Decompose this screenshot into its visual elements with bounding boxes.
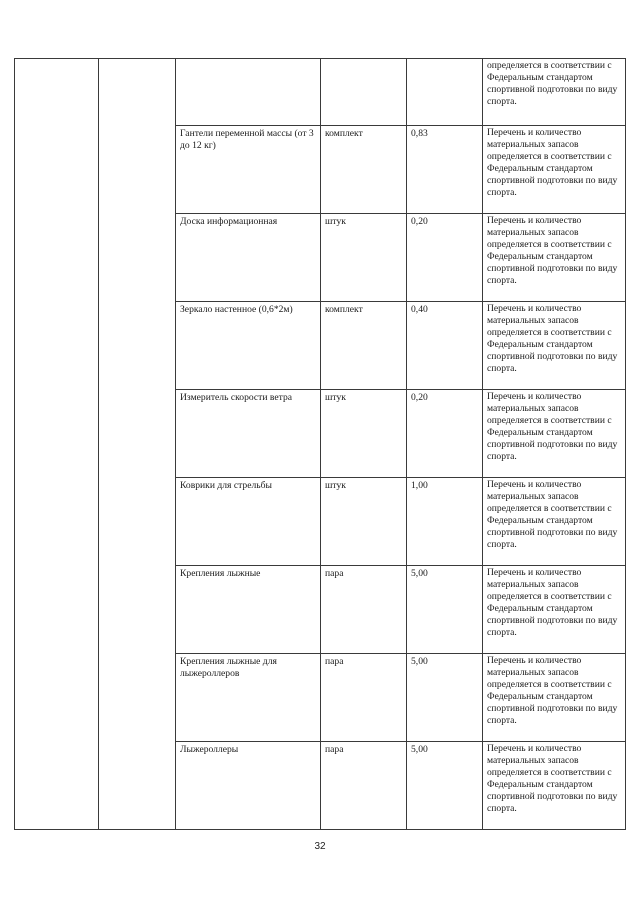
note-cell: Перечень и количество материальных запасов определяется в соответствии с Федеральным стандартом спортивной подготовки по виду спорта. bbox=[483, 654, 626, 742]
item-name-cell: Крепления лыжные bbox=[176, 566, 321, 654]
merged-cell-col1 bbox=[15, 59, 99, 830]
item-name-cell: Коврики для стрельбы bbox=[176, 478, 321, 566]
quantity-cell: 0,83 bbox=[407, 126, 483, 214]
unit-cell: штук bbox=[321, 214, 407, 302]
unit-cell: пара bbox=[321, 742, 407, 830]
quantity-cell: 1,00 bbox=[407, 478, 483, 566]
quantity-cell: 0,20 bbox=[407, 390, 483, 478]
unit-cell: пара bbox=[321, 654, 407, 742]
quantity-cell: 0,20 bbox=[407, 214, 483, 302]
unit-cell: комплект bbox=[321, 302, 407, 390]
item-name-cell bbox=[176, 59, 321, 126]
merged-cell-col2 bbox=[99, 59, 176, 830]
unit-cell bbox=[321, 59, 407, 126]
item-name-cell: Гантели переменной массы (от 3 до 12 кг) bbox=[176, 126, 321, 214]
table-row bbox=[15, 59, 626, 126]
page-number: 32 bbox=[314, 841, 326, 852]
quantity-cell bbox=[407, 59, 483, 126]
item-name-cell: Крепления лыжные для лыжероллеров bbox=[176, 654, 321, 742]
unit-cell: штук bbox=[321, 478, 407, 566]
item-name-cell: Зеркало настенное (0,6*2м) bbox=[176, 302, 321, 390]
quantity-cell: 5,00 bbox=[407, 742, 483, 830]
note-cell: Перечень и количество материальных запасов определяется в соответствии с Федеральным стандартом спортивной подготовки по виду спорта. bbox=[483, 302, 626, 390]
note-cell: определяется в соответствии с Федеральным стандартом спортивной подготовки по виду спорта. bbox=[483, 59, 626, 126]
item-name-cell: Измеритель скорости ветра bbox=[176, 390, 321, 478]
quantity-cell: 5,00 bbox=[407, 566, 483, 654]
item-name-cell: Лыжероллеры bbox=[176, 742, 321, 830]
unit-cell: штук bbox=[321, 390, 407, 478]
unit-cell: комплект bbox=[321, 126, 407, 214]
quantity-cell: 0,40 bbox=[407, 302, 483, 390]
note-cell: Перечень и количество материальных запасов определяется в соответствии с Федеральным стандартом спортивной подготовки по виду спорта. bbox=[483, 390, 626, 478]
equipment-table bbox=[14, 58, 626, 830]
note-cell: Перечень и количество материальных запасов определяется в соответствии с Федеральным стандартом спортивной подготовки по виду спорта. bbox=[483, 478, 626, 566]
note-cell: Перечень и количество материальных запасов определяется в соответствии с Федеральным стандартом спортивной подготовки по виду спорта. bbox=[483, 126, 626, 214]
item-name-cell: Доска информационная bbox=[176, 214, 321, 302]
note-cell: Перечень и количество материальных запасов определяется в соответствии с Федеральным стандартом спортивной подготовки по виду спорта. bbox=[483, 742, 626, 830]
note-cell: Перечень и количество материальных запасов определяется в соответствии с Федеральным стандартом спортивной подготовки по виду спорта. bbox=[483, 566, 626, 654]
unit-cell: пара bbox=[321, 566, 407, 654]
quantity-cell: 5,00 bbox=[407, 654, 483, 742]
note-cell: Перечень и количество материальных запасов определяется в соответствии с Федеральным стандартом спортивной подготовки по виду спорта. bbox=[483, 214, 626, 302]
